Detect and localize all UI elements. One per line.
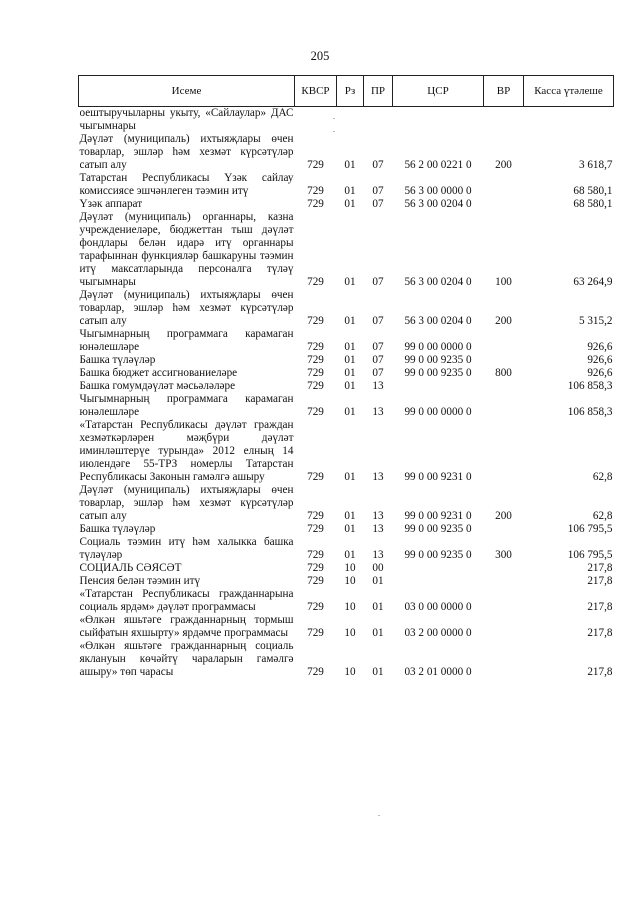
cell-pr: 07 [372, 367, 384, 379]
cell-kvsr: 729 [307, 341, 324, 353]
cell-amount: 62,8 [592, 510, 613, 522]
cell-name: Башка түләүләр [79, 523, 156, 535]
cell-name: Үзәк аппарат [79, 198, 143, 210]
cell-kvsr: 729 [307, 575, 324, 587]
cell-rz: 01 [344, 523, 356, 535]
cell-pr: 13 [372, 471, 384, 483]
header-amount: Касса үтәлеше [524, 76, 614, 107]
table-row [79, 380, 614, 393]
page-number: 205 [310, 49, 330, 63]
cell-kvsr: 729 [307, 471, 324, 483]
cell-csr: 99 0 00 9235 0 [404, 354, 472, 366]
cell-csr: 03 0 00 0000 0 [404, 601, 472, 613]
cell-amount: 217,8 [587, 666, 613, 678]
cell-vr: 800 [495, 367, 512, 379]
cell-csr: 99 0 00 0000 0 [404, 341, 472, 353]
cell-csr [393, 575, 484, 588]
cell-rz: 01 [344, 367, 356, 379]
cell-pr [364, 107, 393, 134]
cell-rz: 01 [344, 354, 356, 366]
table-row [79, 289, 614, 328]
table-row [79, 354, 614, 367]
cell-name: «Татарстан Республикасы дәүләт граждан хезмәткәрләрен мәҗбүри дәүләт иминләштерүе турында» 2012 елның 14 июлендәге 55-ТРЗ номерлы Татарстан Республикасы Законын гамәлгә ашыру [79, 419, 294, 483]
cell-csr [393, 107, 484, 134]
table-row [79, 107, 614, 134]
cell-name: Дәүләт (муниципаль) ихтыяҗлары өчен товарлар, эшләр һәм хезмәт күрсәтүләр сатып алу [79, 133, 294, 171]
cell-vr [484, 562, 524, 575]
cell-name: оештыручыларны укыту, «Сайлаулар» ДАС чыгымнары [79, 107, 294, 132]
cell-csr: 03 2 00 0000 0 [404, 627, 472, 639]
cell-kvsr: 729 [307, 562, 324, 574]
cell-kvsr: 729 [307, 185, 324, 197]
cell-rz: 01 [344, 198, 356, 210]
cell-kvsr: 729 [307, 198, 324, 210]
header-kvsr: КВСР [295, 76, 337, 107]
cell-amount: 106 858,3 [567, 380, 613, 392]
cell-csr: 99 0 00 9231 0 [404, 510, 472, 522]
cell-amount: 106 795,5 [567, 549, 613, 561]
cell-csr: 56 3 00 0204 0 [404, 276, 472, 288]
cell-pr: 07 [372, 185, 384, 197]
cell-amount: 217,8 [587, 601, 613, 613]
cell-rz: 01 [344, 549, 356, 561]
table-row [79, 575, 614, 588]
cell-pr: 07 [372, 315, 384, 327]
scan-speck [333, 131, 335, 132]
cell-name: Татарстан Республикасы Үзәк сайлау комиссиясе эшчәнлеген тәэмин итү [79, 172, 294, 197]
cell-pr: 07 [372, 341, 384, 353]
cell-name: «Өлкән яшьтәге гражданнарның тормыш сыйфатын яхшырту» ярдәмче программасы [79, 614, 294, 639]
table-row [79, 393, 614, 419]
cell-rz: 10 [344, 562, 356, 574]
cell-vr [484, 393, 524, 419]
header-pr: ПР [364, 76, 393, 107]
cell-kvsr: 729 [307, 601, 324, 613]
table-row [79, 484, 614, 523]
budget-table [78, 75, 614, 679]
cell-amount: 926,6 [587, 367, 613, 379]
cell-vr [484, 640, 524, 679]
scan-speck [378, 815, 380, 816]
cell-rz: 10 [344, 627, 356, 639]
cell-amount: 62,8 [592, 471, 613, 483]
cell-vr: 100 [495, 276, 512, 288]
cell-csr: 99 0 00 9235 0 [404, 549, 472, 561]
cell-rz: 01 [344, 471, 356, 483]
table-row [79, 588, 614, 614]
cell-pr: 01 [372, 666, 384, 678]
cell-pr: 07 [372, 276, 384, 288]
cell-name: Дәүләт (муниципаль) органнары, казна учреждениеләре, бюджеттан тыш дәүләт фондлары белән идарә итү органнары тарафыннан функцияләр башкаруны тәэмин итү максатларында персоналга түләү чыгымнары [79, 211, 294, 288]
header-csr: ЦСР [393, 76, 484, 107]
cell-rz: 01 [344, 341, 356, 353]
cell-pr: 07 [372, 159, 384, 171]
cell-csr: 99 0 00 9231 0 [404, 471, 472, 483]
cell-csr: 56 3 00 0204 0 [404, 315, 472, 327]
cell-amount: 217,8 [587, 575, 613, 587]
cell-rz: 01 [344, 276, 356, 288]
cell-csr: 56 3 00 0204 0 [404, 198, 472, 210]
cell-amount: 68 580,1 [573, 185, 613, 197]
cell-rz: 01 [344, 159, 356, 171]
cell-name: Социаль тәэмин итү һәм халыкка башка түләүләр [79, 536, 294, 561]
cell-name: Башка гомумдәүләт мәсьәләләре [79, 380, 236, 392]
cell-kvsr: 729 [307, 549, 324, 561]
scan-speck [333, 118, 335, 119]
cell-pr: 01 [372, 601, 384, 613]
table-row [79, 211, 614, 289]
cell-csr: 56 3 00 0000 0 [404, 185, 472, 197]
table-row [79, 172, 614, 198]
table-row [79, 536, 614, 562]
cell-vr [484, 328, 524, 354]
cell-vr [484, 380, 524, 393]
cell-csr: 99 0 00 9235 0 [404, 367, 472, 379]
cell-pr: 13 [372, 380, 384, 392]
table-row [79, 523, 614, 536]
cell-kvsr: 729 [307, 354, 324, 366]
cell-rz: 01 [344, 406, 356, 418]
cell-vr [484, 614, 524, 640]
cell-kvsr: 729 [307, 666, 324, 678]
cell-pr: 13 [372, 510, 384, 522]
cell-amount: 926,6 [587, 354, 613, 366]
cell-amount: 926,6 [587, 341, 613, 353]
cell-pr: 00 [372, 562, 384, 574]
cell-name: Чыгымнарның программага карамаган юнәлешләре [79, 393, 294, 418]
table-row [79, 640, 614, 679]
cell-vr: 300 [495, 549, 512, 561]
cell-kvsr: 729 [307, 276, 324, 288]
cell-vr [484, 523, 524, 536]
cell-vr [484, 172, 524, 198]
cell-kvsr: 729 [307, 367, 324, 379]
cell-vr: 200 [495, 510, 512, 522]
cell-name: Башка бюджет ассигнованиеләре [79, 367, 238, 379]
cell-amount [524, 107, 614, 134]
cell-vr [484, 575, 524, 588]
cell-rz: 10 [344, 601, 356, 613]
cell-amount: 217,8 [587, 627, 613, 639]
cell-rz: 01 [344, 315, 356, 327]
header-rz: Рз [337, 76, 364, 107]
cell-pr: 01 [372, 575, 384, 587]
cell-pr: 13 [372, 406, 384, 418]
cell-name: Чыгымнарның программага карамаган юнәлешләре [79, 328, 294, 353]
cell-name: Пенсия белән тәэмин итү [79, 575, 201, 587]
cell-csr: 56 2 00 0221 0 [404, 159, 472, 171]
cell-kvsr: 729 [307, 627, 324, 639]
table-row [79, 419, 614, 484]
cell-name: Дәүләт (муниципаль) ихтыяҗлары өчен товарлар, эшләр һәм хезмәт күрсәтүләр сатып алу [79, 289, 294, 327]
cell-amount: 63 264,9 [573, 276, 613, 288]
cell-amount: 106 858,3 [567, 406, 613, 418]
cell-pr: 01 [372, 627, 384, 639]
cell-vr [484, 419, 524, 484]
cell-rz: 01 [344, 380, 356, 392]
cell-amount: 3 618,7 [578, 159, 613, 171]
cell-name: СОЦИАЛЬ СӘЯСӘТ [79, 562, 182, 574]
cell-kvsr: 729 [307, 523, 324, 535]
cell-kvsr: 729 [307, 159, 324, 171]
cell-kvsr: 729 [307, 315, 324, 327]
cell-vr [484, 107, 524, 134]
cell-rz: 01 [344, 185, 356, 197]
cell-vr [484, 198, 524, 211]
table-row [79, 133, 614, 172]
header-vr: ВР [484, 76, 524, 107]
cell-name: Башка түләүләр [79, 354, 156, 366]
cell-rz: 10 [344, 666, 356, 678]
cell-amount: 5 315,2 [578, 315, 613, 327]
cell-amount: 106 795,5 [567, 523, 613, 535]
table-row [79, 198, 614, 211]
cell-amount: 68 580,1 [573, 198, 613, 210]
cell-csr [393, 562, 484, 575]
table-row [79, 562, 614, 575]
cell-vr: 200 [495, 159, 512, 171]
cell-rz [337, 107, 364, 134]
cell-name: Дәүләт (муниципаль) ихтыяҗлары өчен товарлар, эшләр һәм хезмәт күрсәтүләр сатып алу [79, 484, 294, 522]
cell-csr [393, 380, 484, 393]
cell-pr: 13 [372, 523, 384, 535]
cell-csr: 03 2 01 0000 0 [404, 666, 472, 678]
cell-vr [484, 354, 524, 367]
cell-amount: 217,8 [587, 562, 613, 574]
cell-csr: 99 0 00 9235 0 [404, 523, 472, 535]
cell-name: «Өлкән яшьтәге гражданнарның социаль яклануын көчәйтү чараларын гамәлгә ашыру» төп чарасы [79, 640, 294, 678]
cell-pr: 13 [372, 549, 384, 561]
cell-csr: 99 0 00 0000 0 [404, 406, 472, 418]
cell-kvsr: 729 [307, 380, 324, 392]
table-body [79, 107, 614, 680]
cell-vr: 200 [495, 315, 512, 327]
cell-vr [484, 588, 524, 614]
cell-kvsr [295, 107, 337, 134]
table-header [79, 76, 614, 107]
cell-rz: 01 [344, 510, 356, 522]
table-row [79, 367, 614, 380]
cell-pr: 07 [372, 354, 384, 366]
cell-rz: 10 [344, 575, 356, 587]
cell-pr: 07 [372, 198, 384, 210]
cell-name: «Татарстан Республикасы гражданнарына социаль ярдәм» дәүләт программасы [79, 588, 294, 613]
header-name: Исеме [79, 76, 295, 107]
cell-kvsr: 729 [307, 406, 324, 418]
cell-kvsr: 729 [307, 510, 324, 522]
table-row [79, 614, 614, 640]
table-row [79, 328, 614, 354]
